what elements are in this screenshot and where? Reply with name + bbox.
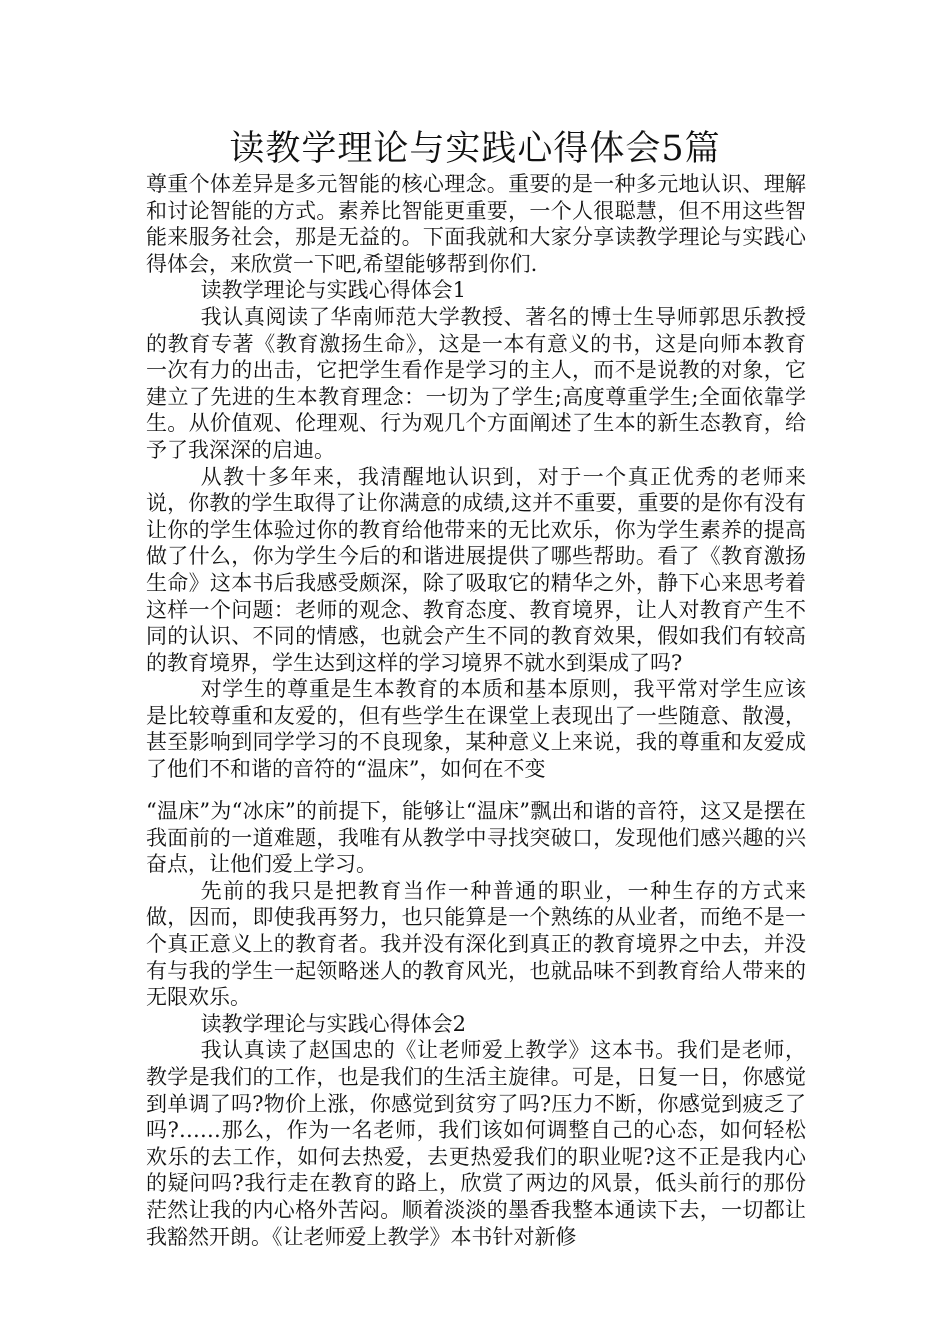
section-heading-2: 读教学理论与实践心得体会2 [200, 1011, 466, 1036]
body-paragraph: 我认真读了赵国忠的《让老师爱上教学》这本书。我们是老师，教学是我们的工作，也是我们的生活主旋律。可是，日复一日，你感觉到单调了吗?物价上涨，你感觉到贫穷了吗?压力不断，你感觉到疲乏了吗?……那么，作为一名老师，我们该如何调整自己的心态，如何轻松欢乐的去工作，如何去热爱，去更热爱我们的职业呢?这不正是我内心的疑问吗?我行走在教育的路上，欣赏了两边的风景，低头前行的那份茫然让我的内心格外苦闷。顺着淡淡的墨香我整本通读下去，一切都让我豁然开朗。《让老师爱上教学》本书针对新修 [146, 1038, 806, 1249]
intro-paragraph: 尊重个体差异是多元智能的核心理念。重要的是一种多元地认识、理解和讨论智能的方式。素养比智能更重要，一个人很聪慧，但不用这些智能来服务社会，那是无益的。下面我就和大家分享读教学理论与实践心得体会，来欣赏一下吧,希望能够帮到你们. [146, 172, 806, 276]
body-paragraph: 从教十多年来，我清醒地认识到，对于一个真正优秀的老师来说，你教的学生取得了让你满意的成绩,这并不重要，重要的是你有没有让你的学生体验过你的教育给他带来的无比欢乐，你为学生素养的提高做了什么，你为学生今后的和谐进展提供了哪些帮助。看了《教育激扬生命》这本书后我感受颇深，除了吸取它的精华之外，静下心来思考着这样一个问题：老师的观念、教育态度、教育境界，让人对教育产生不同的认识、不同的情感，也就会产生不同的教育效果，假如我们有较高的教育境界，学生达到这样的学习境界不就水到渠成了吗? [146, 464, 806, 675]
body-paragraph-continued: “温床”为“冰床”的前提下，能够让“温床”飘出和谐的音符，这又是摆在我面前的一道难题，我唯有从教学中寻找突破口，发现他们感兴趣的兴奋点，让他们爱上学习。 [146, 799, 806, 877]
body-paragraph: 对学生的尊重是生本教育的本质和基本原则，我平常对学生应该是比较尊重和友爱的，但有些学生在课堂上表现出了一些随意、散漫，甚至影响到同学学习的不良现象，某种意义上来说，我的尊重和友爱成了他们不和谐的音符的“温床”，如何在不变 [146, 677, 806, 782]
document-title: 读教学理论与实践心得体会5篇 [229, 129, 721, 169]
text-block-bottom [146, 798, 806, 1250]
body-paragraph: 我认真阅读了华南师范大学教授、著名的博士生导师郭思乐教授的教育专著《教育激扬生命》，这是一本有意义的书，这是向师本教育一次有力的出击，它把学生看作是学习的主人，而不是说教的对象，它建立了先进的生本教育理念：一切为了学生;高度尊重学生;全面依靠学生。从价值观、伦理观、行为观几个方面阐述了生本的新生态教育，给予了我深深的启迪。 [146, 304, 806, 462]
body-paragraph: 先前的我只是把教育当作一种普通的职业，一种生存的方式来做，因而，即使我再努力，也只能算是一个熟练的从业者，而绝不是一个真正意义上的教育者。我并没有深化到真正的教育境界之中去，并没有与我的学生一起领略迷人的教育风光，也就品味不到教育给人带来的无限欢乐。 [146, 878, 806, 1010]
section-heading-1: 读教学理论与实践心得体会1 [200, 278, 466, 303]
text-block-top [146, 171, 806, 783]
